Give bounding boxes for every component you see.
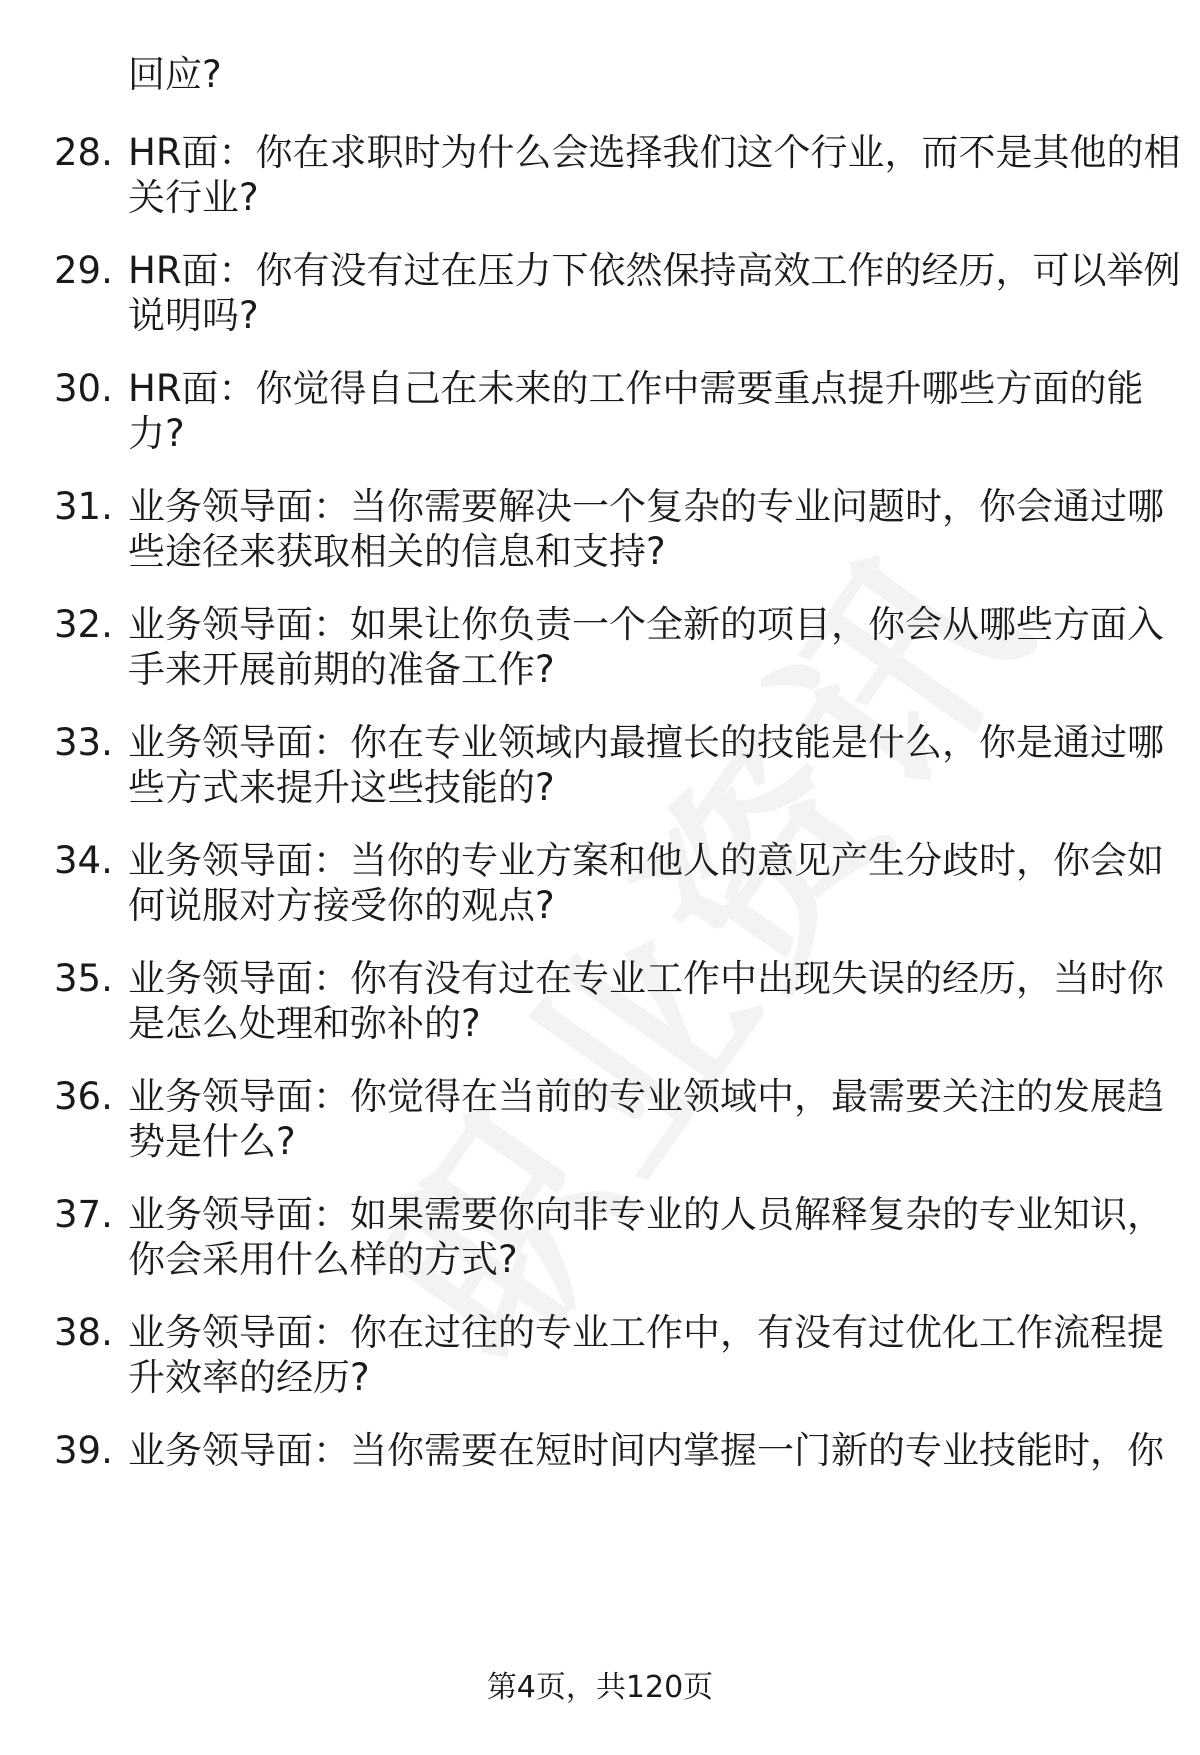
item-text: 业务领导面：当你的专业方案和他人的意见产生分歧时，你会如 [128,839,1164,882]
item-number: 30. [54,367,113,410]
item-number: 39. [54,1429,113,1472]
item-text: 业务领导面：如果让你负责一个全新的项目，你会从哪些方面入 [128,603,1164,646]
item-number: 31. [54,485,113,528]
item-number: 38. [54,1311,113,1354]
item-text: HR面：你觉得自己在未来的工作中需要重点提升哪些方面的能 [128,367,1144,410]
item-text: 业务领导面：如果需要你向非专业的人员解释复杂的专业知识， [128,1193,1164,1236]
item-number: 35. [54,957,113,1000]
item-text: 业务领导面：你有没有过在专业工作中出现失误的经历，当时你 [128,957,1164,1000]
item-number: 34. [54,839,113,882]
item-number: 37. [54,1193,113,1236]
item-text: 势是什么? [128,1120,296,1163]
item-text: 何说服对方接受你的观点? [128,884,555,927]
item-text: 你会采用什么样的方式? [128,1238,518,1281]
item-number: 29. [54,249,113,292]
item-text: 业务领导面：当你需要在短时间内掌握一门新的专业技能时，你 [128,1429,1164,1472]
item-text: HR面：你在求职时为什么会选择我们这个行业，而不是其他的相 [128,131,1181,174]
continuation-text: 回应? [128,53,222,96]
item-text: 业务领导面：你觉得在当前的专业领域中，最需要关注的发展趋 [128,1075,1164,1118]
item-text: 业务领导面：你在过往的专业工作中，有没有过优化工作流程提 [128,1311,1164,1354]
item-text: 些途径来获取相关的信息和支持? [128,530,666,573]
item-text: 手来开展前期的准备工作? [128,648,555,691]
item-text: 力? [128,412,185,455]
item-text: 升效率的经历? [128,1356,370,1399]
item-number: 36. [54,1075,113,1118]
item-number: 28. [54,131,113,174]
item-text: HR面：你有没有过在压力下依然保持高效工作的经历，可以举例 [128,249,1181,292]
item-text: 是怎么处理和弥补的? [128,1002,481,1045]
item-text: 关行业? [128,176,259,219]
page-footer: 第4页，共120页 [486,1670,714,1705]
item-text: 说明吗? [128,294,259,337]
item-text: 些方式来提升这些技能的? [128,766,555,809]
item-text: 业务领导面：你在专业领域内最擅长的技能是什么，你是通过哪 [128,721,1164,764]
item-text: 业务领导面：当你需要解决一个复杂的专业问题时，你会通过哪 [128,485,1164,528]
item-number: 32. [54,603,113,646]
item-number: 33. [54,721,113,764]
